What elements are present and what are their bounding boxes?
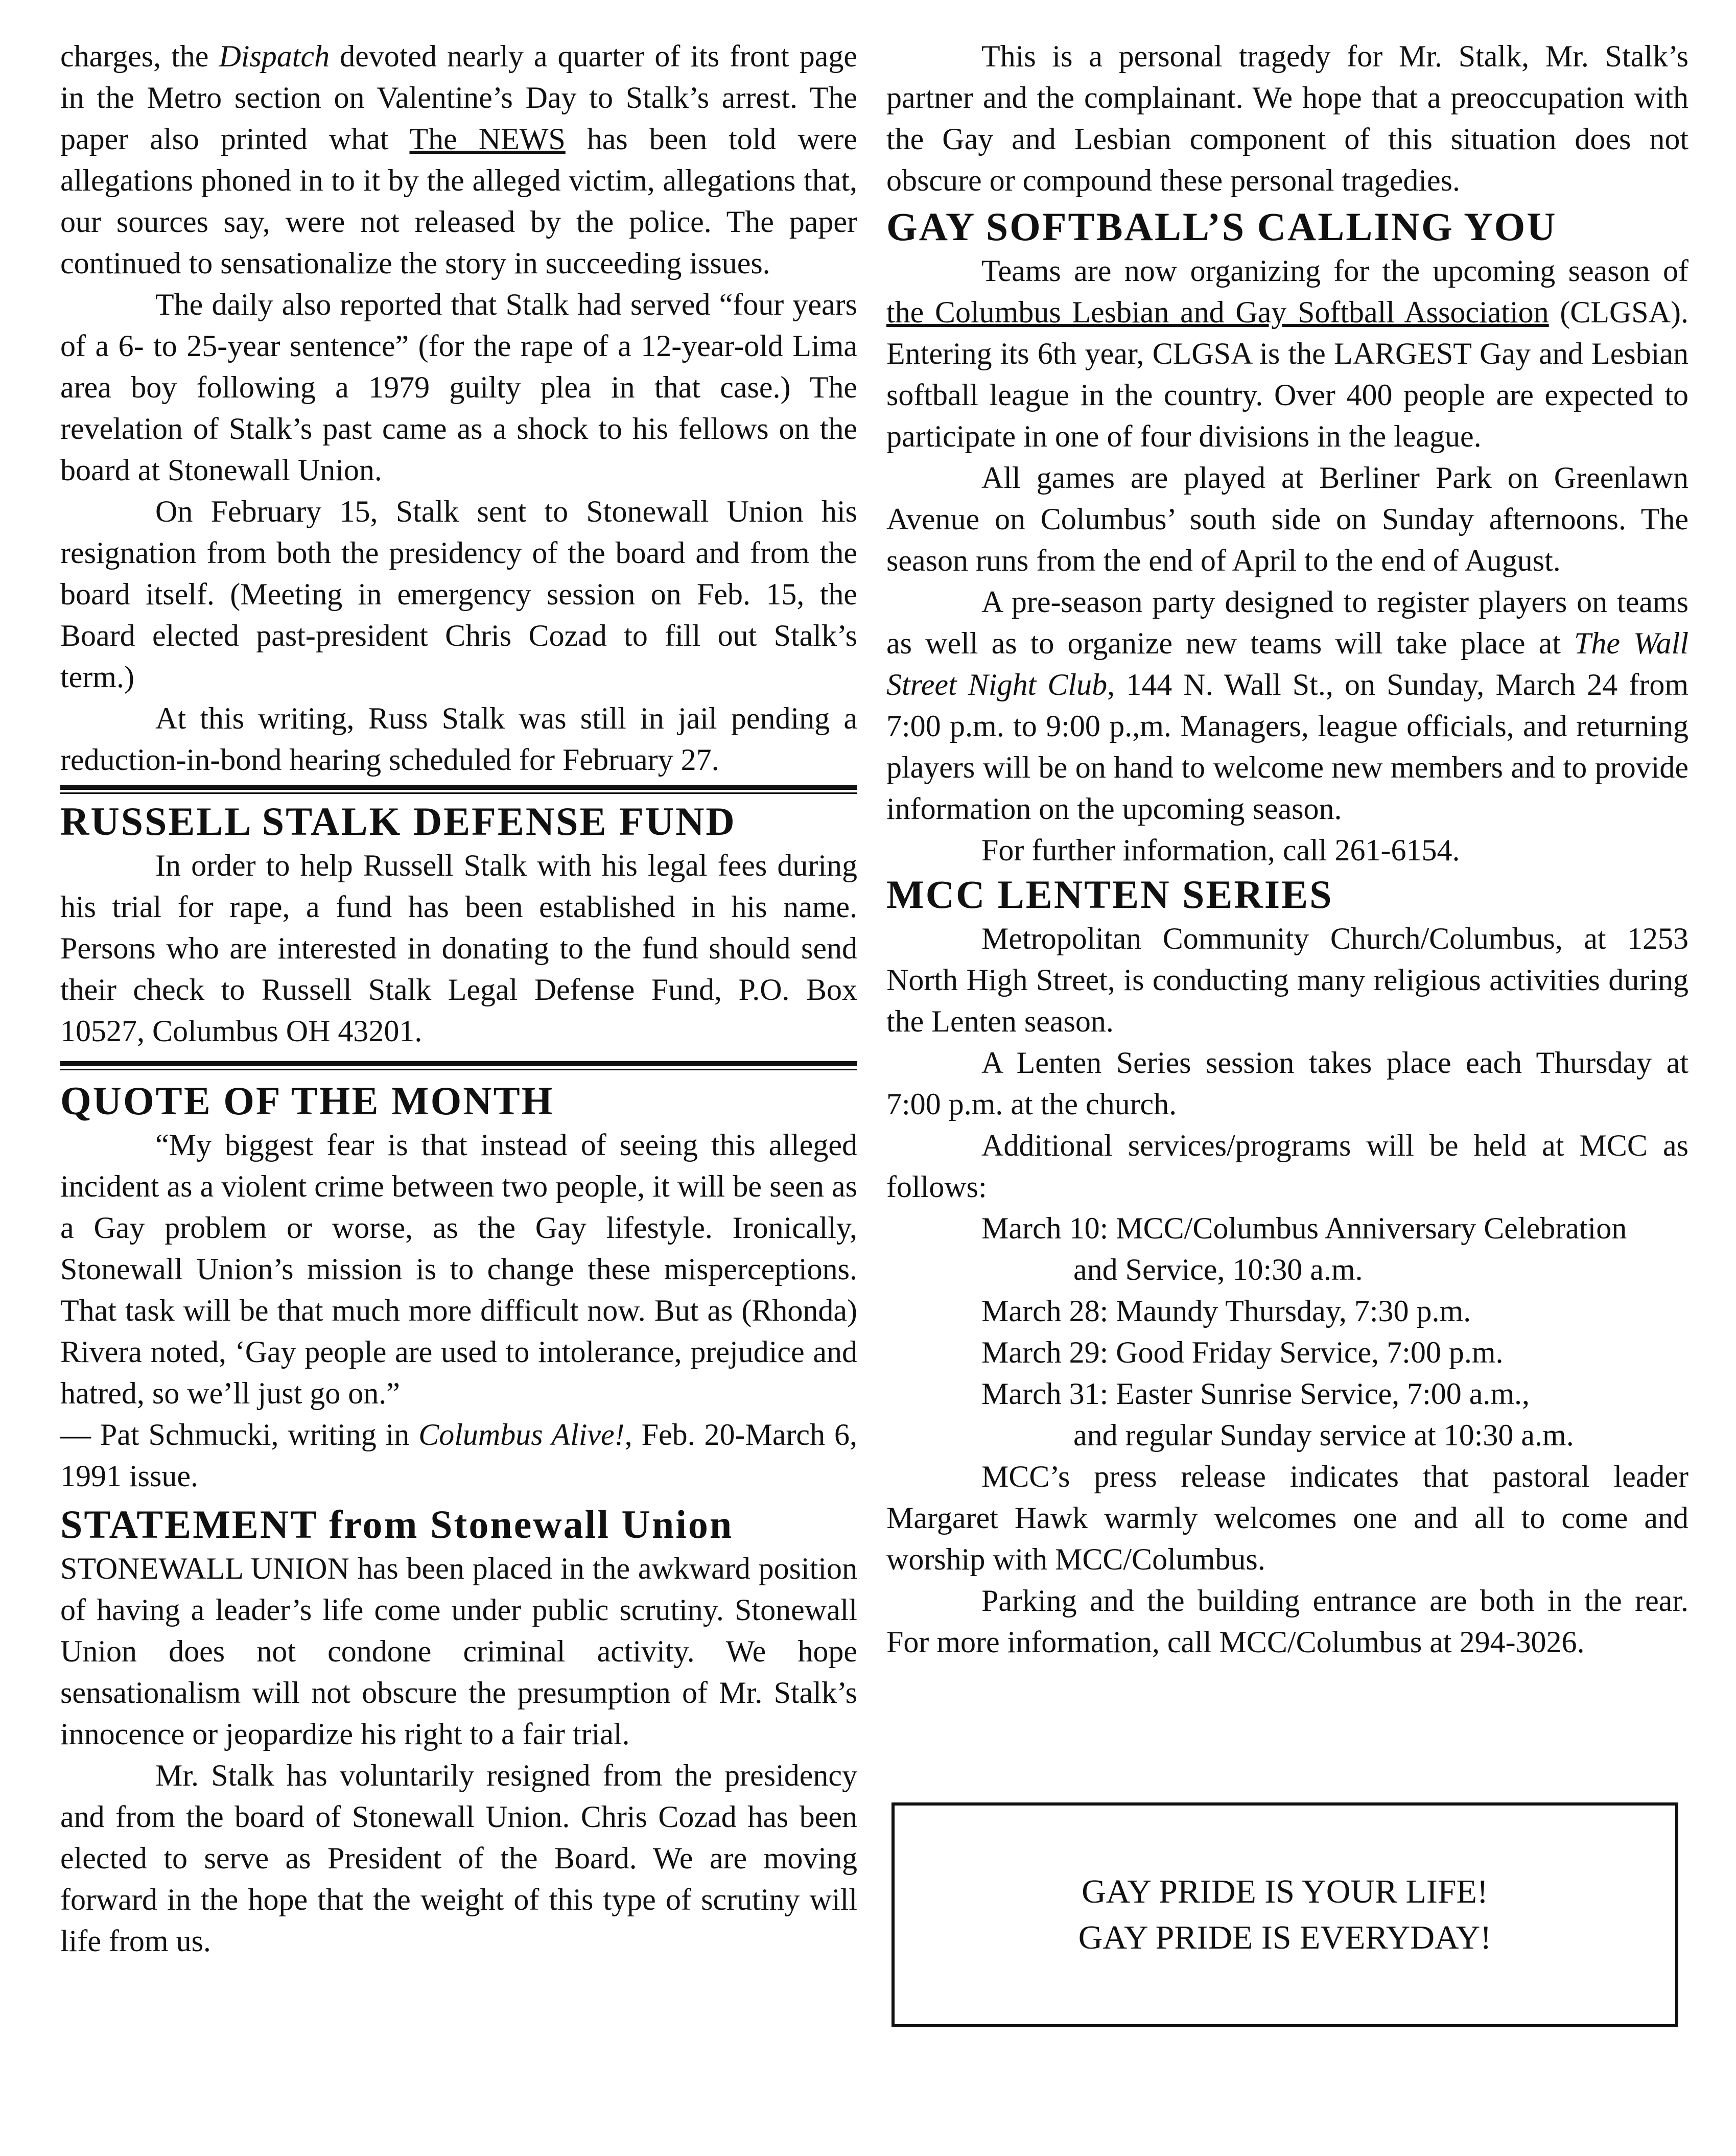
statement-heading: STATEMENT from Stonewall Union	[60, 1502, 734, 1546]
statement-paragraph-2: Mr. Stalk has voluntarily resigned from the presidency and from the board of Stonewall Union. Chris Cozad has been elected to serve as President of the Board. We are moving forward in the hope that the weight of this type of scrutiny will life from us.	[60, 1759, 857, 1958]
mcc-heading: MCC LENTEN SERIES	[886, 872, 1333, 917]
right-column	[886, 36, 1688, 1663]
publication-name-dispatch: Dispatch	[219, 39, 330, 73]
text-run: has been told were allegations phoned in to it by the alleged victim, allegations that, our sources say, were not released by the police. The paper continued to sensationalize the story in succeeding issues.	[60, 122, 858, 280]
left-column	[60, 36, 857, 1962]
stalk-article-paragraph-3: On February 15, Stalk sent to Stonewall Union his resignation from both the presidency of the board and from the board itself. (Meeting in emergency session on Feb. 15, the Board elected past-president Chris Cozad to fill out Stalk’s term.)	[60, 495, 857, 694]
text-run: devoted nearly a quarter of its front page in the Metro section on Valentine’s Day to Stalk’s arrest. The paper also printed what	[60, 39, 857, 156]
mcc-paragraph-3: Additional services/programs will be held at MCC as follows:	[886, 1129, 1688, 1204]
schedule-item: March 31: Easter Sunrise Service, 7:00 a.m.,	[981, 1377, 1530, 1411]
schedule-item-continued: and Service, 10:30 a.m.	[1073, 1253, 1363, 1286]
publication-name-columbus-alive: Columbus Alive!	[418, 1418, 625, 1451]
text-run: , Feb. 20-March 6, 1991 issue.	[60, 1418, 857, 1493]
pride-slogan-line-1: GAY PRIDE IS YOUR LIFE!	[1082, 1873, 1488, 1910]
schedule-item: March 28: Maundy Thursday, 7:30 p.m.	[981, 1294, 1471, 1328]
mcc-paragraph-2: A Lenten Series session takes place each Thursday at 7:00 p.m. at the church.	[886, 1046, 1688, 1121]
defense-fund-heading: RUSSELL STALK DEFENSE FUND	[60, 799, 736, 843]
association-name: the Columbus Lesbian and Gay Softball Association	[886, 295, 1549, 329]
softball-paragraph-2: All games are played at Berliner Park on Greenlawn Avenue on Columbus’ south side on Sunday afternoons. The season runs from the end of April to the end of August.	[886, 461, 1688, 577]
stalk-article-paragraph-4: At this writing, Russ Stalk was still in jail pending a reduction-in-bond hearing scheduled for February 27.	[60, 701, 857, 777]
text-run: , 144 N. Wall St., on Sunday, March 24 from 7:00 p.m. to 9:00 p.,m. Managers, league officials, and returning players will be on hand to welcome new members and to provide information on the upcoming season.	[886, 668, 1688, 826]
text-run: — Pat Schmucki, writing in	[60, 1418, 419, 1451]
statement-paragraph-1: STONEWALL UNION has been placed in the awkward position of having a leader’s life come under public scrutiny. Stonewall Union does not condone criminal activity. We hope sensationalism will not obscure the presumption of Mr. Stalk’s innocence or jeopardize his right to a fair trial.	[60, 1552, 857, 1751]
text-run: charges, the	[60, 39, 219, 73]
quote-heading: QUOTE OF THE MONTH	[60, 1079, 554, 1123]
quote-attribution	[60, 1414, 857, 1497]
publication-name-the-news: The NEWS	[409, 122, 566, 156]
section-divider	[60, 1061, 857, 1070]
mcc-paragraph-1: Metropolitan Community Church/Columbus, at 1253 North High Street, is conducting many religious activities during the Lenten season.	[886, 922, 1688, 1038]
softball-paragraph-3	[886, 581, 1688, 830]
stalk-article-paragraph-1	[60, 36, 857, 284]
mcc-paragraph-5: Parking and the building entrance are both in the rear. For more information, call MCC/Columbus at 294-3026.	[886, 1584, 1688, 1659]
softball-heading: GAY SOFTBALL’S CALLING YOU	[886, 204, 1557, 249]
defense-fund-paragraph: In order to help Russell Stalk with his legal fees during his trial for rape, a fund has been established in his name. Persons who are interested in donating to the fund should send their check to Russell Stalk Legal Defense Fund, P.O. Box 10527, Columbus OH 43201.	[60, 849, 857, 1048]
schedule-item: March 29: Good Friday Service, 7:00 p.m.	[981, 1335, 1504, 1369]
schedule-item: March 10: MCC/Columbus Anniversary Celebration	[981, 1211, 1627, 1245]
statement-paragraph-3: This is a personal tragedy for Mr. Stalk, Mr. Stalk’s partner and the complainant. We hope that a preoccupation with the Gay and Lesbian component of this situation does not obscure or compound these personal tragedies.	[886, 39, 1688, 197]
mcc-schedule	[981, 1208, 1688, 1456]
pride-slogan-line-2: GAY PRIDE IS EVERYDAY!	[1078, 1919, 1492, 1956]
softball-contact: For further information, call 261-6154.	[981, 833, 1460, 867]
mcc-paragraph-4: MCC’s press release indicates that pastoral leader Margaret Hawk warmly welcomes one and all to come and worship with MCC/Columbus.	[886, 1460, 1688, 1576]
text-run: A pre-season party designed to register players on teams as well as to organize new teams will take place at	[886, 585, 1688, 660]
softball-paragraph-1	[886, 250, 1688, 457]
gay-pride-box	[892, 1802, 1678, 2027]
schedule-item-continued: and regular Sunday service at 10:30 a.m.	[1073, 1418, 1574, 1452]
quote-text: “My biggest fear is that instead of seeing this alleged incident as a violent crime between two people, it will be seen as a Gay problem or worse, as the Gay lifestyle. Ironically, Stonewall Union’s mission is to change these misperceptions. That task will be that much more difficult now. But as (Rhonda) Rivera noted, ‘Gay people are used to intolerance, prejudice and hatred, so we’ll just go on.”	[60, 1128, 857, 1410]
venue-name: The Wall Street Night Club	[886, 626, 1689, 701]
stalk-article-paragraph-2: The daily also reported that Stalk had served “four years of a 6- to 25-year sentence” (for the rape of a 12-year-old Lima area boy following a 1979 guilty plea in that case.) The revelation of Stalk’s past came as a shock to his fellows on the board at Stonewall Union.	[60, 288, 857, 487]
text-run: (CLGSA). Entering its 6th year, CLGSA is the LARGEST Gay and Lesbian softball league in the country. Over 400 people are expected to participate in one of four divisions in the league.	[886, 295, 1688, 453]
section-divider	[60, 785, 857, 794]
text-run: Teams are now organizing for the upcoming season of	[981, 254, 1688, 288]
